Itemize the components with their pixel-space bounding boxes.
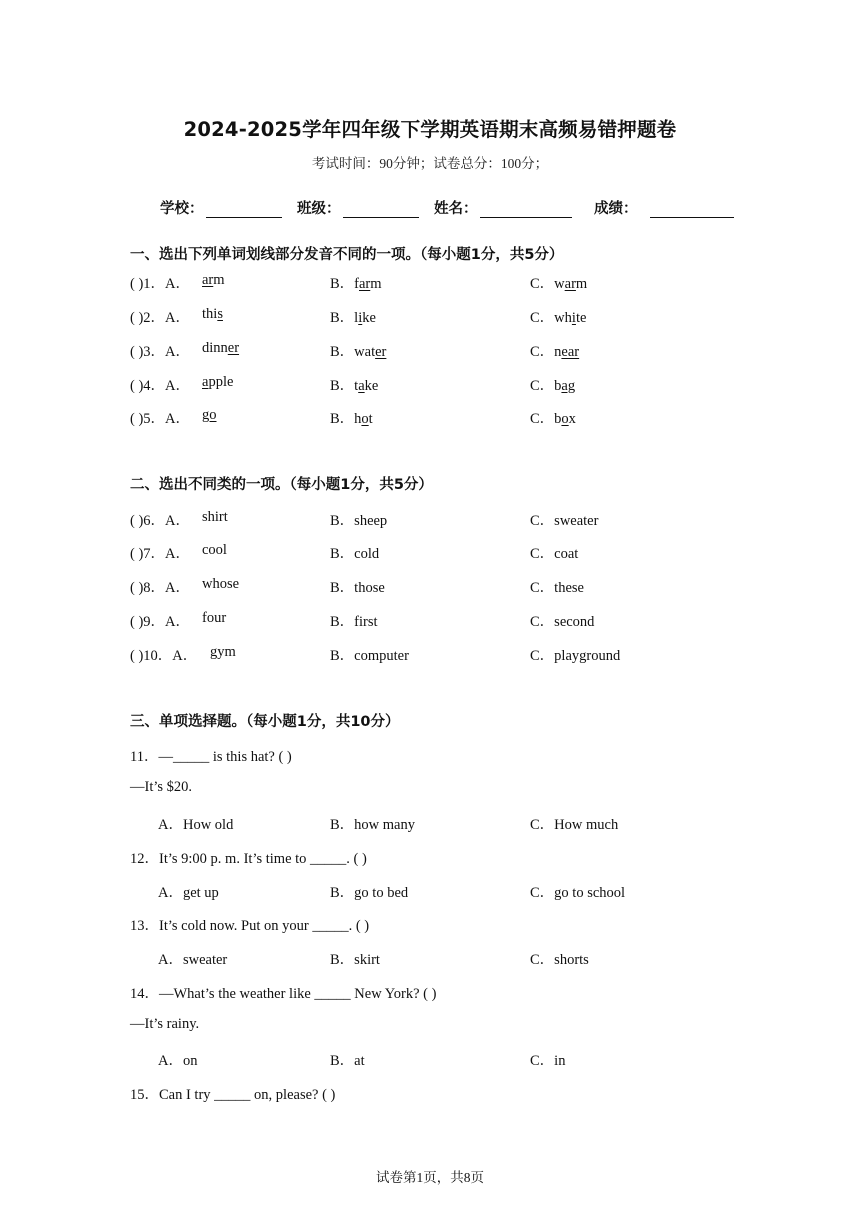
option-b: B．those (330, 580, 385, 596)
option-a: whose (202, 576, 240, 592)
option-b: B．cold (330, 546, 380, 562)
option-b: B．like (330, 310, 376, 326)
question-number: ( )2．A． (130, 310, 191, 326)
question-number: ( )9．A． (130, 614, 191, 630)
question-number: ( )8．A． (130, 580, 191, 596)
option-a: cool (202, 542, 227, 558)
option-a: dinner (202, 340, 240, 356)
score-blank[interactable] (650, 203, 734, 218)
option-c: C．coat (530, 546, 579, 562)
option-a: A．on (158, 1053, 198, 1069)
question-number: ( )10．A． (130, 648, 198, 664)
option-c: C．near (530, 344, 580, 360)
option-c: C．box (530, 411, 576, 427)
option-a: go (202, 407, 217, 423)
page-title: 2024-2025学年四年级下学期英语期末高频易错押题卷 (183, 118, 677, 141)
school-field[interactable] (160, 197, 282, 218)
question-14: 14．—What’s the weather like _____ New York? ( ) (130, 986, 437, 1002)
option-a: apple (202, 374, 234, 390)
question-number: ( )1．A． (130, 276, 191, 292)
option-b: B．at (330, 1053, 365, 1069)
option-b: B．skirt (330, 952, 380, 968)
section-1-heading: 一、选出下列单词划线部分发音不同的一项。（每小题1分，共5分） (130, 247, 564, 263)
option-b: B．sheep (330, 513, 388, 529)
section-3-heading: 三、单项选择题。（每小题1分，共10分） (130, 714, 400, 730)
option-b: B．farm (330, 276, 382, 292)
question-11: 11．—_____ is this hat? ( ) (130, 749, 292, 765)
option-b: B．how many (330, 817, 415, 833)
score-field[interactable] (594, 197, 734, 218)
name-field[interactable] (434, 197, 572, 218)
option-c: C．white (530, 310, 587, 326)
option-b: B．go to bed (330, 885, 409, 901)
page-footer: 试卷第1页，共8页 (376, 1170, 484, 1185)
class-blank[interactable] (343, 203, 419, 218)
question-number: ( )4．A． (130, 378, 191, 394)
option-c: C．second (530, 614, 595, 630)
question-12: 12．It’s 9:00 p. m. It’s time to _____. ( ) (130, 851, 367, 867)
question-number: ( )3．A． (130, 344, 191, 360)
option-c: C．playground (530, 648, 621, 664)
option-a: shirt (202, 509, 228, 525)
name-label: 姓名： (434, 201, 478, 217)
option-c: C．go to school (530, 885, 626, 901)
school-label: 学校： (160, 201, 204, 217)
option-c: C．bag (530, 378, 576, 394)
question-number: ( )6．A． (130, 513, 191, 529)
score-label: 成绩： (594, 201, 638, 217)
class-label: 班级： (297, 201, 341, 217)
question-number: ( )5．A． (130, 411, 191, 427)
option-b: B．first (330, 614, 378, 630)
option-a: A．How old (158, 817, 234, 833)
question-15: 15．Can I try _____ on, please? ( ) (130, 1087, 336, 1103)
name-blank[interactable] (480, 203, 572, 218)
option-a: four (202, 610, 227, 626)
option-c: C．How much (530, 817, 619, 833)
option-a: arm (202, 272, 225, 288)
option-b: B．take (330, 378, 379, 394)
option-b: B．water (330, 344, 387, 360)
option-a: A．get up (158, 885, 219, 901)
question-14-answer-line: —It’s rainy. (130, 1016, 200, 1032)
option-c: C．sweater (530, 513, 599, 529)
option-b: B．hot (330, 411, 373, 427)
option-c: C．warm (530, 276, 588, 292)
option-a: this (202, 306, 223, 322)
option-c: C．these (530, 580, 584, 596)
option-b: B．computer (330, 648, 409, 664)
question-11-answer-line: —It’s $20. (130, 779, 193, 795)
section-2-heading: 二、选出不同类的一项。（每小题1分，共5分） (130, 477, 433, 493)
option-c: C．shorts (530, 952, 589, 968)
school-blank[interactable] (206, 203, 282, 218)
class-field[interactable] (297, 197, 419, 218)
question-13: 13．It’s cold now. Put on your _____. ( ) (130, 918, 370, 934)
option-a: gym (210, 644, 236, 660)
question-number: ( )7．A． (130, 546, 191, 562)
exam-subtitle: 考试时间：90分钟；试卷总分：100分； (311, 156, 549, 171)
option-a: A．sweater (158, 952, 228, 968)
option-c: C．in (530, 1053, 566, 1069)
